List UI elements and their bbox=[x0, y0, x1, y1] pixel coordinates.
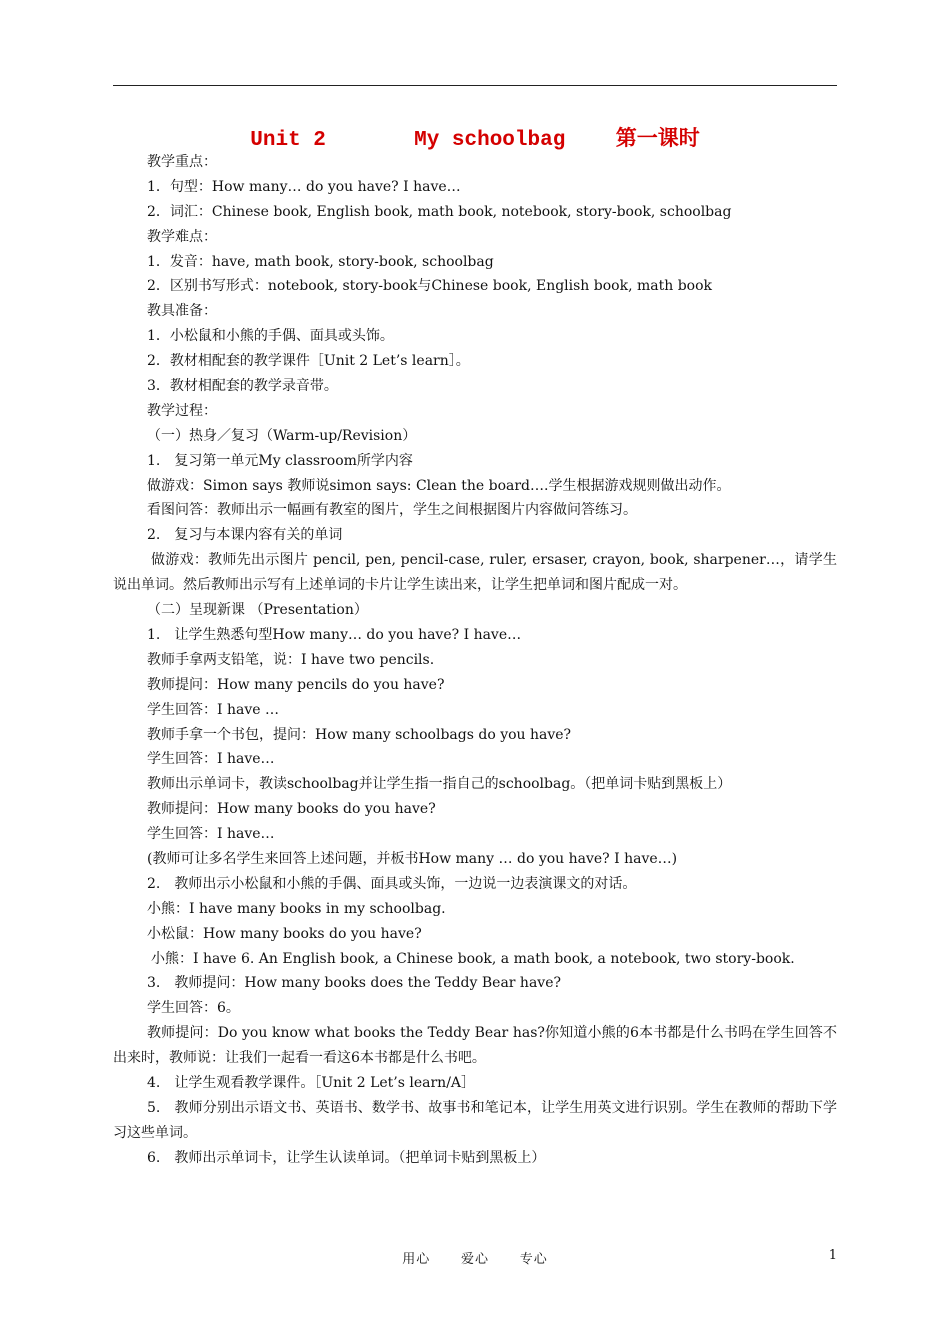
paragraph: 教师提问：Do you know what books the Teddy Bear has?你知道小熊的6本书都是什么书吗在学生回答不出来时，教师说：让我们一起看一看这6本书都是什么书吧。 bbox=[113, 1025, 837, 1067]
text-line: 教师提问：How many books do you have? bbox=[147, 801, 436, 818]
text-line: 教师手拿一个书包，提问：How many schoolbags do you have? bbox=[147, 726, 572, 743]
text-line: 教学过程： bbox=[147, 402, 217, 419]
section-heading: （一）热身／复习（Warm-up/Revision） bbox=[147, 427, 417, 444]
text-line: 教师出示单词卡，教读schoolbag并让学生指一指自己的schoolbag。（把单词卡贴到黑板上） bbox=[147, 776, 732, 793]
text-line: 学生回答：I have … bbox=[147, 701, 279, 718]
text-line: 1．小松鼠和小熊的手偶、面具或头饰。 bbox=[147, 328, 394, 345]
text-line: 看图问答：教师出示一幅画有教室的图片，学生之间根据图片内容做问答练习。 bbox=[147, 502, 637, 519]
text-line: 1．发音：have, math book, story-book, schoolbag bbox=[147, 253, 494, 270]
text-line: 小熊：I have many books in my schoolbag. bbox=[147, 900, 446, 917]
text-line: 做游戏：Simon says 教师说simon says: Clean the board….学生根据游戏规则做出动作。 bbox=[147, 477, 731, 494]
paragraph: 小熊：I have 6. An English book, a Chinese book, a math book, a notebook, two story-book. bbox=[151, 950, 795, 967]
header-rule bbox=[113, 85, 837, 86]
footer-slogan: 用心 爱心 专心 bbox=[402, 1252, 548, 1267]
text-line: 学生回答：I have… bbox=[147, 826, 275, 843]
document-body bbox=[113, 150, 837, 1171]
text-line: 2. 复习与本课内容有关的单词 bbox=[147, 527, 343, 544]
text-line: 3．教材相配套的教学录音带。 bbox=[147, 378, 338, 395]
text-line: 4. 让学生观看教学课件。［Unit 2 Let’s learn/A］ bbox=[147, 1075, 476, 1092]
text-line: 1. 让学生熟悉句型How many… do you have? I have… bbox=[147, 626, 522, 643]
text-line: 学生回答：I have… bbox=[147, 751, 275, 768]
page-number: 1 bbox=[828, 1248, 837, 1263]
paragraph: 做游戏：教师先出示图片 pencil, pen, pencil-case, ruler, ersaser, crayon, book, sharpener…，请学生说出单词。然后教师出示写有上述单词的卡片让学生读出来，让学生把单词和图片配成一对。 bbox=[113, 552, 837, 594]
text-line: 学生回答：6。 bbox=[147, 1000, 240, 1017]
text-line: 2. 教师出示小松鼠和小熊的手偶、面具或头饰，一边说一边表演课文的对话。 bbox=[147, 875, 637, 892]
document-title: Unit 2 My schoolbag 第一课时 bbox=[250, 129, 700, 152]
text-line: 教师提问：How many pencils do you have? bbox=[147, 676, 445, 693]
text-line: 2．词汇：Chinese book, English book, math book, notebook, story-book, schoolbag bbox=[147, 203, 732, 220]
text-line: 教师手拿两支铅笔，说：I have two pencils. bbox=[147, 651, 435, 668]
text-line: 教学难点： bbox=[147, 228, 217, 245]
text-line: 1．句型：How many… do you have? I have… bbox=[147, 178, 461, 195]
text-line: 2．教材相配套的教学课件［Unit 2 Let’s learn］。 bbox=[147, 353, 470, 370]
text-line: 小松鼠：How many books do you have? bbox=[147, 925, 422, 942]
text-line: 6. 教师出示单词卡，让学生认读单词。（把单词卡贴到黑板上） bbox=[147, 1149, 546, 1166]
text-line: 教具准备： bbox=[147, 303, 217, 320]
text-line: 教学重点： bbox=[147, 154, 217, 170]
text-line: (教师可让多名学生来回答上述问题，并板书How many … do you have? I have…) bbox=[147, 850, 678, 867]
text-line: 1. 复习第一单元My classroom所学内容 bbox=[147, 452, 413, 469]
text-line: 3. 教师提问：How many books does the Teddy Bear have? bbox=[147, 975, 561, 992]
text-line: 2．区别书写形式：notebook, story-book与Chinese book, English book, math book bbox=[147, 278, 712, 295]
section-heading: （二）呈现新课 （Presentation） bbox=[147, 602, 368, 619]
paragraph: 5. 教师分别出示语文书、英语书、数学书、故事书和笔记本，让学生用英文进行识别。学生在教师的帮助下学习这些单词。 bbox=[113, 1099, 837, 1141]
